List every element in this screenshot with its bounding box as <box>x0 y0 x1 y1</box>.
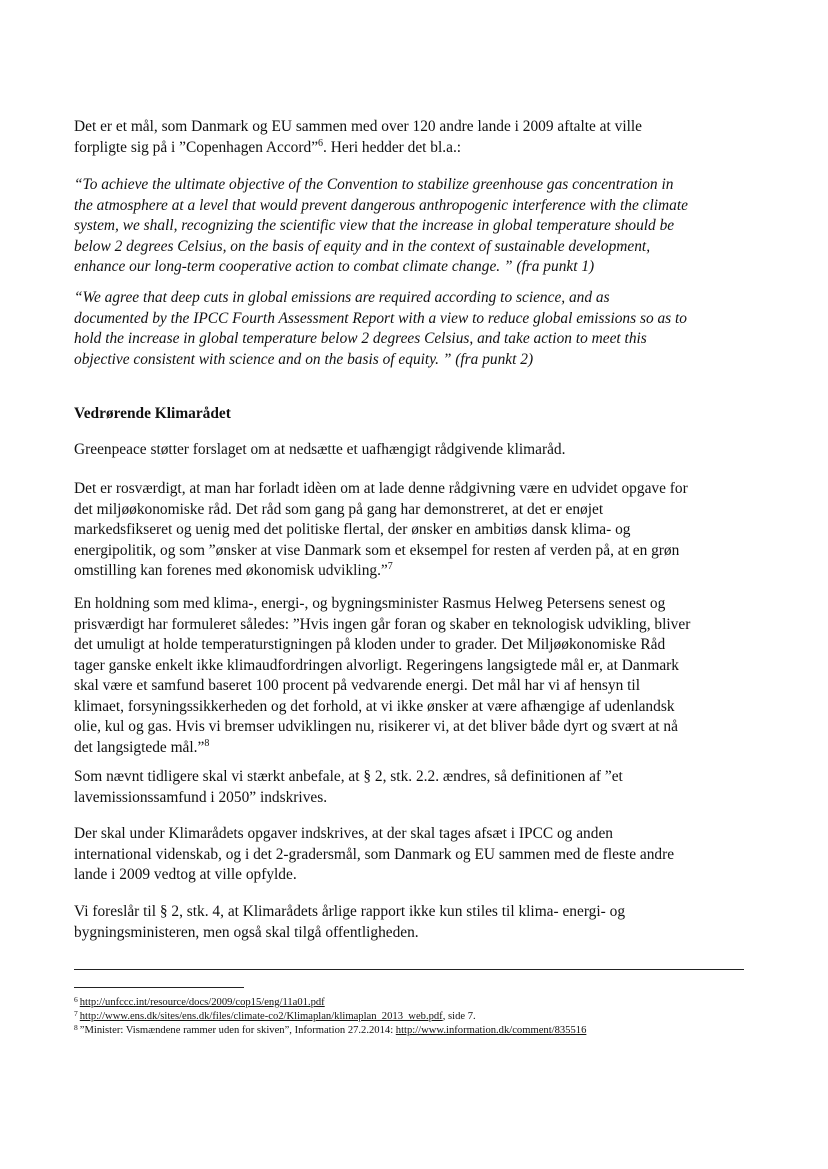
footnote-ref-8[interactable]: 8 <box>204 737 210 749</box>
paragraph-text: omstilling kan forenes med økonomisk udvikling.” <box>74 562 388 579</box>
paragraph-line: Som nævnt tidligere skal vi stærkt anbefale, at § 2, stk. 2.2. ændres, så definitionen af ”et <box>74 768 623 785</box>
paragraph-line: klimaet, forsyningssikkerheden og det forhold, at vi ikke ønsker at være afhængige af udenlandsk <box>74 697 675 715</box>
paragraph-4 <box>74 767 754 808</box>
intro-text: forpligte sig på i ”Copenhagen Accord” <box>74 138 319 156</box>
paragraph-line: En holdning som med klima-, energi-, og bygningsminister Rasmus Helweg Petersens senest og <box>74 595 666 612</box>
quote-line: “We agree that deep cuts in global emissions are required according to science, and as <box>74 289 610 306</box>
quote-line: documented by the IPCC Fourth Assessment Report with a view to reduce global emissions so as to <box>74 309 687 327</box>
paragraph-line: det umuligt at holde temperaturstigningen på kloden under to grader. Det Miljøøkonomiske Råd <box>74 636 666 653</box>
paragraph-6 <box>74 902 754 943</box>
intro-text: . Heri hedder det bl.a.: <box>323 138 462 156</box>
quote-paragraph-2 <box>74 288 754 370</box>
footnote-text: ”Minister: Vismændene rammer uden for skiven”, Information 27.2.2014: <box>79 1025 396 1036</box>
footnote-number: 6 <box>74 995 78 1004</box>
intro-line <box>74 138 754 159</box>
quote-line: system, we shall, recognizing the scientific view that the increase in global temperature should be <box>74 217 675 234</box>
paragraph-line: bygningsministeren, men også skal tilgå offentligheden. <box>74 923 419 941</box>
paragraph-5 <box>74 824 754 886</box>
quote-line: hold the increase in global temperature below 2 degrees Celsius, and take action to meet this <box>74 330 647 347</box>
footnote-ref-7[interactable]: 7 <box>387 561 393 572</box>
footnote-separator <box>74 987 244 988</box>
paragraph-line <box>74 738 754 759</box>
quote-line: the atmosphere at a level that would prevent dangerous anthropogenic interference with the climate <box>74 196 688 214</box>
paragraph-1 <box>74 440 754 461</box>
paragraph-line: lavemissionssamfund i 2050” indskrives. <box>74 788 328 806</box>
section-heading: Vedrørende Klimarådet <box>74 405 231 422</box>
paragraph-line: energipolitik, og som ”ønsker at vise Danmark som et eksempel for resten af verden på, at en grøn <box>74 541 680 559</box>
paragraph-3 <box>74 594 754 758</box>
footnote-link[interactable]: http://www.ens.dk/sites/ens.dk/files/climate-co2/Klimaplan/klimaplan_2013_web.pdf <box>79 1011 443 1022</box>
paragraph-line: lande i 2009 vedtog at ville opfylde. <box>74 866 297 883</box>
footnote-8 <box>74 1021 586 1037</box>
footnote-ref-6[interactable]: 6 <box>318 137 324 149</box>
quote-line: below 2 degrees Celsius, on the basis of equity and in the context of sustainable development, <box>74 237 651 255</box>
footnote-number: 8 <box>74 1023 78 1032</box>
quote-paragraph-1 <box>74 175 754 278</box>
paragraph-line: skal være et samfund baseret 100 procent på vedvarende energi. Det mål har vi af hensyn til <box>74 677 640 694</box>
paragraph-line: Greenpeace støtter forslaget om at nedsætte et uafhængigt rådgivende klimaråd. <box>74 441 566 458</box>
paragraph-line: Der skal under Klimarådets opgaver indskrives, at der skal tages afsæt i IPCC og anden <box>74 825 613 842</box>
quote-line: “To achieve the ultimate objective of the Convention to stabilize greenhouse gas concentration in <box>74 176 674 193</box>
paragraph-line: Det er rosværdigt, at man har forladt idèen om at lade denne rådgivning være en udvidet opgave for <box>74 480 688 497</box>
intro-paragraph <box>74 117 754 158</box>
paragraph-line: Vi foreslår til § 2, stk. 4, at Klimarådets årlige rapport ikke kun stiles til klima- energi- og <box>74 903 626 920</box>
paragraph-line: prisværdigt har formuleret således: ”Hvis ingen går foran og skaber en teknologisk udvikling, bliver <box>74 615 691 633</box>
paragraph-line: international videnskab, og i det 2-gradersmål, som Danmark og EU sammen med de fleste andre <box>74 845 675 863</box>
footnote-link[interactable]: http://unfccc.int/resource/docs/2009/cop15/eng/11a01.pdf <box>79 997 325 1008</box>
footnote-link[interactable]: http://www.information.dk/comment/835516 <box>395 1025 587 1036</box>
footnote-text: , side 7. <box>442 1011 476 1022</box>
footnote-number: 7 <box>74 1009 78 1018</box>
paragraph-line <box>74 561 754 582</box>
footer-divider <box>74 969 744 970</box>
intro-line: Det er et mål, som Danmark og EU sammen med over 120 andre lande i 2009 aftalte at ville <box>74 118 642 135</box>
paragraph-line: tager ganske enkelt ikke klimaudfordringen alvorligt. Regeringens langsigtede mål er, at Danmark <box>74 656 679 674</box>
paragraph-line: olie, kul og gas. Hvis vi bremser udviklingen nu, risikerer vi, at det bliver både dyrt og svært at nå <box>74 718 678 735</box>
quote-line: objective consistent with science and on the basis of equity. ” (fra punkt 2) <box>74 350 534 368</box>
paragraph-line: det miljøøkonomiske råd. Det råd som gang på gang har demonstreret, at det er enøjet <box>74 500 604 518</box>
paragraph-text: det langsigtede mål.” <box>74 738 205 756</box>
quote-line: enhance our long-term cooperative action to combat climate change. ” (fra punkt 1) <box>74 258 595 275</box>
paragraph-line: markedsfikseret og uenig med det politiske flertal, der ønsker en ambitiøs dansk klima- og <box>74 521 631 538</box>
paragraph-2 <box>74 479 754 582</box>
